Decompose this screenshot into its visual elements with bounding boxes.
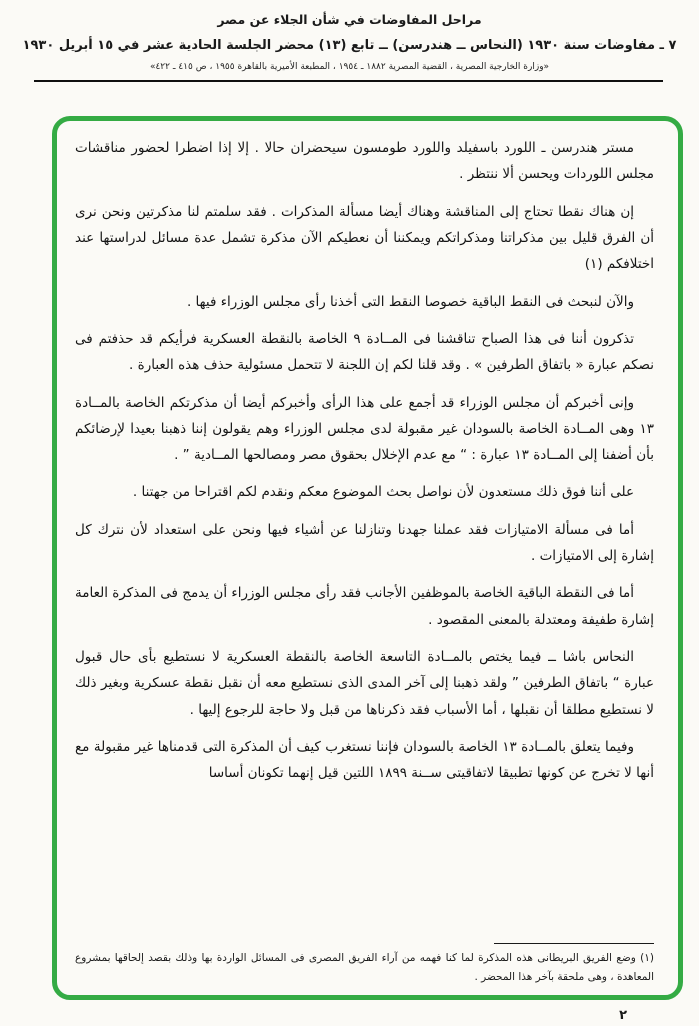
paragraph: وفيما يتعلق بالمــادة ١٣ الخاصة بالسودان فإننا نستغرب كيف أن المذكرة التى قدمناها غير مقبولة مع أنها لا تخرج عن كونها تطبيقا لاتفاقيتى ســنة ١٨٩٩ اللتين قيل إنهما تكونان أساسا	[75, 738, 654, 782]
source-citation: «وزارة الخارجية المصرية ، القضية المصرية ١٨٨٢ ـ ١٩٥٤ ، المطبعة الأميرية بالقاهرة ١٩٥٥ ، ص ٤١٥ ـ ٤٢٢»	[149, 62, 550, 72]
page-header	[0, 0, 699, 72]
paragraph: والآن لنبحث فى النقط الباقية خصوصا النقط التى أخذنا رأى مجلس الوزراء فيها .	[186, 293, 634, 310]
paragraph: على أننا فوق ذلك مستعدون لأن نواصل بحث الموضوع معكم ونقدم لكم اقتراحا من جهتنا .	[132, 484, 634, 501]
footnote-divider	[494, 943, 654, 945]
paragraph: إن هناك نقطا تحتاج إلى المناقشة وهناك أيضا مسألة المذكرات . فقد سلمتم لنا مذكرتين ونحن نرى أن الفرق قليل بين مذكراتنا ومذكراتكم ويمكننا أن نعطيكم الآن مذكرة تشمل عدة مسائل لدراستها عند اختلافكم (١)	[75, 203, 654, 273]
paragraph: أما فى النقطة الباقية الخاصة بالموظفين الأجانب فقد رأى مجلس الوزراء أن يدمج فى المذكرة العامة إشارة طفيفة ومعتدلة بالمعنى المقصود .	[75, 585, 654, 628]
paragraph: تذكرون أننا فى هذا الصباح تناقشنا فى المــادة ٩ الخاصة بالنقطة العسكرية فرأيكم قد حذفتم فى نصكم عبارة « باتفاق الطرفين » . وقد قلنا لكم إن اللجنة لا تتحمل مسئولية حذف هذه العبارة .	[75, 330, 654, 374]
document-body	[75, 135, 654, 941]
page-number: ٢	[619, 1008, 627, 1023]
highlight-box	[52, 116, 683, 1000]
page-subtitle: ٧ ـ مفاوضات سنة ١٩٣٠ (النحاس ــ هندرسن) ــ تابع (١٣) محضر الجلسة الحادية عشر في ١٥ أبريل ١٩٣٠	[22, 38, 677, 53]
paragraph: النحاس باشا ــ فيما يختص بالمــادة التاسعة الخاصة بالنقطة العسكرية لا نستطيع بأى حال قبول عبارة “ باتفاق الطرفين ” ولقد ذهبنا إلى آخر المدى الذى نستطيع معه أن نقبل نقطة عسكرية وبغير ذلك لا نستطيع مطلقا أن نقبلها ، أما الأسباب فقد ذكرناها من قبل ولا حاجة للرجوع إليها .	[75, 649, 654, 718]
paragraph: وإنى أخبركم أن مجلس الوزراء قد أجمع على هذا الرأى وأخبركم أيضا أن مذكرتكم الخاصة بالمــادة ١٣ وهى المــادة الخاصة بالسودان غير مقبولة لدى مجلس الوزراء وهم يقولون إننا ذهبنا بعيدا لإرضائكم بأن أضفنا إلى المــادة ١٣ عبارة : “ مع عدم الإخلال بحقوق مصر ومصالحها المــادية ” .	[75, 394, 654, 464]
footnote-text: (١) وضع الفريق البريطانى هذه المذكرة لما كنا فهمه من آراء الفريق المصرى فى المسائل الواردة بها وذلك بقصد إلحاقها بمشروع المعاهدة ، وهى ملحقة بآخر هذا المحضر .	[75, 952, 654, 984]
paragraph: أما فى مسألة الامتيازات فقد عملنا جهدنا وتنازلنا عن أشياء فيها ونحن على استعداد لأن نترك كل إشارة إلى الامتيازات .	[75, 521, 654, 565]
header-divider	[34, 80, 663, 82]
page-title: مراحل المفاوضات في شأن الجلاء عن مصر	[217, 12, 482, 27]
paragraph: مستر هندرسن ـ اللورد باسفيلد واللورد طومسون سيحضران حالا . إلا إذا اضطرا لحضور مناقشات مجلس اللوردات ويحسن ألا ننتظر .	[75, 140, 654, 183]
footnote-area	[75, 941, 654, 987]
